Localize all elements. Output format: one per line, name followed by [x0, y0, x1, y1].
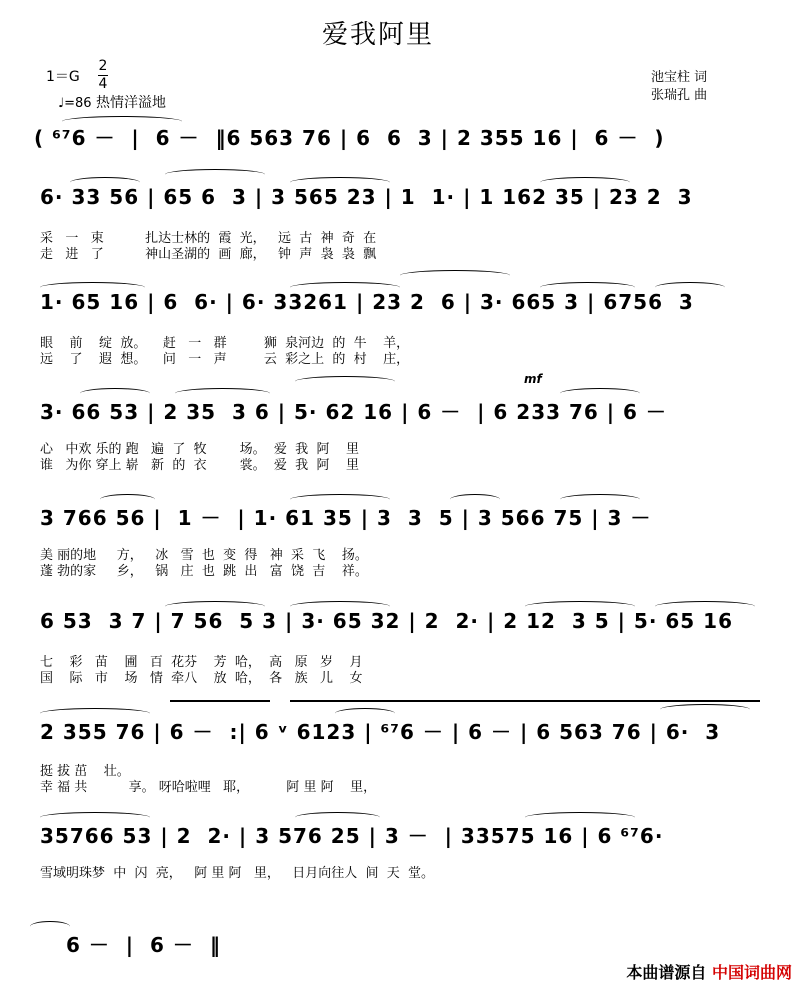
lyric-verse-2: 幸 福 共 享。 呀哈啦哩 耶， 阿 里 阿 里，	[40, 780, 377, 795]
slur	[30, 921, 70, 932]
song-title: 爱我阿里	[322, 20, 435, 50]
slur	[165, 601, 265, 612]
slur	[62, 116, 182, 127]
slur	[655, 282, 725, 293]
expression-marking: 热情洋溢地	[96, 95, 166, 111]
slur	[655, 601, 755, 612]
lyric-verse-1: 雪域明珠梦 中 闪 亮， 阿 里 阿 里， 日月向往人 间 天 堂。	[40, 866, 435, 881]
composer-credit: 张瑞孔 曲	[651, 88, 708, 103]
notation-line: 2 355 76 | 6 － :| 6 ᵛ 6123 | ⁶⁷6 － | 6 － | 6 563 76 | 6· 3	[40, 720, 721, 744]
slur	[525, 601, 635, 612]
slur	[100, 494, 155, 505]
notation-line: 6· 33 56 | 65 6 3 | 3 565 23 | 1 1· | 1 162 35 | 23 2 3	[40, 185, 693, 209]
slur	[290, 282, 400, 293]
slur	[400, 270, 510, 281]
notation-line: ( ⁶⁷6 － | 6 － ‖6 563 76 | 6 6 3 | 2 355 16 | 6 － )	[34, 126, 665, 150]
source-footer	[626, 960, 792, 983]
staff-row-1	[0, 175, 800, 265]
staff-row-3	[0, 372, 800, 473]
lyric-verse-1: 眼 前 绽 放。 赶 一 群 狮 泉河边 的 牛 羊，	[40, 336, 410, 351]
tempo-marking: ♩=86	[58, 96, 92, 111]
slur	[295, 376, 395, 387]
slur	[295, 812, 380, 823]
slur	[175, 388, 270, 399]
lyric-verse-1: 采 一 束 扎达士林的 霞 光， 远 古 神 奇 在	[40, 231, 377, 246]
footer-site-link[interactable]: 中国词曲网	[711, 963, 792, 982]
slur	[40, 708, 150, 719]
staff-row-2	[0, 278, 800, 373]
notation-line: 3· 66 53 | 2 35 3 6 | 5· 62 16 | 6 － | 6 233 76 | 6 －	[40, 400, 667, 424]
slur	[80, 388, 150, 399]
notation-line: 6 － | 6 － ‖	[66, 933, 221, 957]
time-denominator: 4	[98, 76, 108, 92]
key-signature: 1＝G	[46, 69, 80, 85]
slur	[40, 282, 145, 293]
notation-line: 1· 65 16 | 6 6· | 6· 33261 | 23 2 6 | 3· 665 3 | 6756 3	[40, 290, 694, 314]
time-signature	[98, 58, 108, 93]
lyric-verse-1: 心 中欢 乐的 跑 遍 了 牧 场。 爱 我 阿 里	[40, 442, 359, 457]
slur	[540, 282, 635, 293]
staff-row-7	[0, 806, 800, 886]
staff-row-4	[0, 488, 800, 583]
time-numerator: 2	[98, 58, 108, 74]
slur	[540, 177, 630, 188]
slur	[660, 704, 750, 715]
notation-line: 35766 53 | 2 2· | 3 576 25 | 3 － | 33575 16 | 6 ⁶⁷6·	[40, 824, 664, 848]
footer-source-label: 本曲谱源自	[626, 963, 707, 982]
staff-row-5	[0, 595, 800, 690]
notation-line: 3 766 56 | 1 － | 1· 61 35 | 3 3 5 | 3 566 75 | 3 －	[40, 506, 652, 530]
lyric-verse-2: 蓬 勃的家 乡， 锅 庄 也 跳 出 富 饶 吉 祥。	[40, 564, 368, 579]
slur	[525, 812, 635, 823]
slur	[290, 494, 390, 505]
lyric-verse-1: 美 丽的地 方， 冰 雪 也 变 得 神 采 飞 扬。	[40, 548, 368, 563]
volta-bracket-2	[290, 700, 760, 702]
lyric-verse-1: 挺 拔 茁 壮。	[40, 764, 130, 779]
slur	[560, 388, 640, 399]
staff-row-8	[0, 915, 800, 965]
slur	[450, 494, 500, 505]
staff-row-intro	[0, 110, 800, 160]
lyricist-credit: 池宝柱 词	[651, 70, 708, 85]
slur	[290, 177, 390, 188]
slur	[290, 601, 390, 612]
slur	[560, 494, 640, 505]
notation-line: 6 53 3 7 | 7 56 5 3 | 3· 65 32 | 2 2· | 2 12 3 5 | 5· 65 16	[40, 609, 734, 633]
lyric-verse-2: 国 际 市 场 情 牵八 放 哈， 各 族 儿 女	[40, 671, 363, 686]
staff-row-6	[0, 700, 800, 795]
slur	[335, 708, 395, 719]
dynamic-mf: mf	[524, 372, 542, 386]
lyric-verse-1: 七 彩 苗 圃 百 花芬 芳 哈， 高 原 岁 月	[40, 655, 363, 670]
slur	[165, 169, 265, 180]
volta-bracket-1	[170, 700, 270, 702]
slur	[70, 177, 140, 188]
lyric-verse-2: 谁 为你 穿上 崭 新 的 衣 裳。 爱 我 阿 里	[40, 458, 359, 473]
lyric-verse-2: 远 了 遐 想。 问 一 声 云 彩之上 的 村 庄，	[40, 352, 410, 367]
slur	[40, 812, 150, 823]
lyric-verse-2: 走 进 了 神山圣湖的 画 廊， 钟 声 袅 袅 飘	[40, 247, 377, 262]
